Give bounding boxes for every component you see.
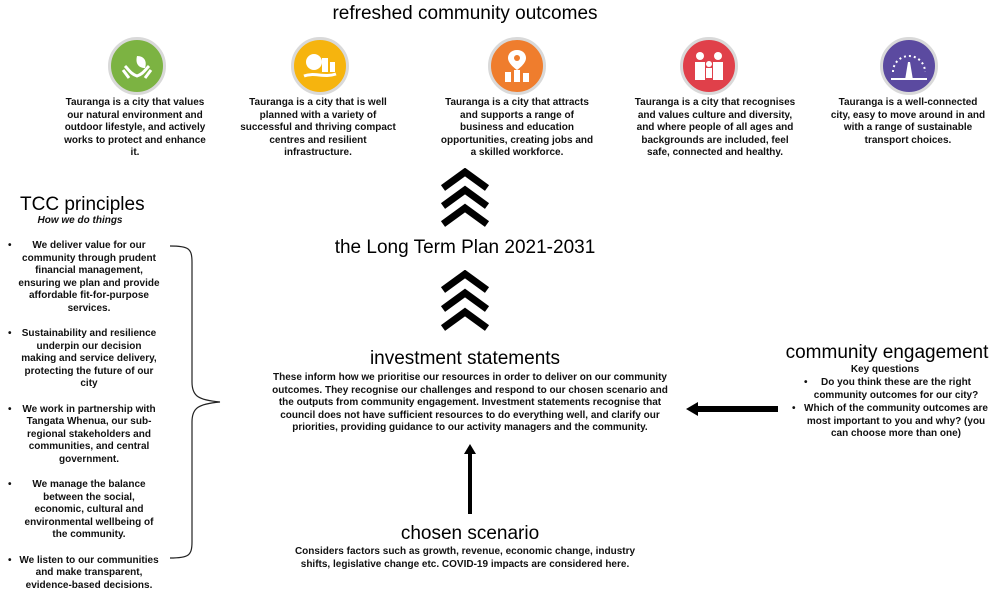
- arrow-left-icon: [686, 401, 778, 417]
- outcome-text-2: Tauranga is a city that is well planned with a variety of successful and thriving compact centres and resilient infrastructure.: [240, 97, 396, 158]
- scenario-text: Considers factors such as growth, revenue, economic change, industry shifts, legislative change etc. COVID-19 impacts are considered here.: [294, 546, 636, 570]
- investment-text: These inform how we prioritise our resources in order to deliver on our community outcomes. They recognise our challenges and respond to our chosen scenario and the outputs from community engagement. Investment statements recognise that council does not have sufficient resources to do everything well, and clarify our priorities, providing guidance to our activity managers and the community.: [272, 372, 668, 433]
- right-brace-icon: [168, 242, 222, 562]
- city-sun-icon: [291, 37, 349, 95]
- principles-title: TCC principles: [20, 194, 145, 215]
- principle-item: • We work in partnership with Tangata Whenua, our sub-regional stakeholders and communities, and central government.: [18, 404, 160, 467]
- outcome-text-1: Tauranga is a city that values our natural environment and outdoor lifestyle, and actively works to protect and enhance it.: [64, 97, 206, 158]
- principles-list: [18, 240, 160, 605]
- principle-item: • We deliver value for our community through prudent financial management, ensuring we plan and provide affordable fit-for-purpose services.: [18, 240, 160, 315]
- principle-item: • We manage the balance between the social, economic, cultural and environmental wellbeing of the community.: [18, 479, 160, 542]
- hands-leaf-icon: [108, 37, 166, 95]
- arrow-up-icon: [462, 444, 478, 514]
- engagement-title: community engagement: [785, 342, 989, 363]
- family-icon: [680, 37, 738, 95]
- engagement-subtitle: Key questions: [850, 364, 920, 375]
- investment-title: investment statements: [369, 348, 561, 369]
- location-buildings-icon: [488, 37, 546, 95]
- question-item: • Which of the community outcomes are most important to you and why? (you can choose more than one): [792, 403, 988, 439]
- road-icon: [880, 37, 938, 95]
- outcome-text-4: Tauranga is a city that recognises and values culture and diversity, and where people of all ages and backgrounds are included, feel safe, connected and healthy.: [634, 97, 796, 158]
- outcome-text-3: Tauranga is a city that attracts and supports a range of business and education opportunities, creating jobs and a skilled workforce.: [440, 97, 594, 158]
- chevron-up-stack-icon: [441, 270, 489, 336]
- outcome-text-5: Tauranga is a well-connected city, easy to move around in and with a range of sustainable transport choices.: [830, 97, 986, 146]
- ltp-title: the Long Term Plan 2021-2031: [334, 237, 596, 258]
- principle-item: • Sustainability and resilience underpin our decision making and service delivery, protecting the future of our city: [18, 328, 160, 391]
- principle-item: • We listen to our communities and make transparent, evidence-based decisions.: [18, 555, 160, 593]
- outcomes-title: refreshed community outcomes: [332, 3, 598, 24]
- question-item: • Do you think these are the right community outcomes for our city?: [804, 377, 979, 401]
- principles-subtitle: How we do things: [37, 215, 123, 226]
- engagement-questions: [792, 377, 990, 441]
- chevron-up-stack-icon: [441, 168, 489, 232]
- scenario-title: chosen scenario: [400, 523, 540, 544]
